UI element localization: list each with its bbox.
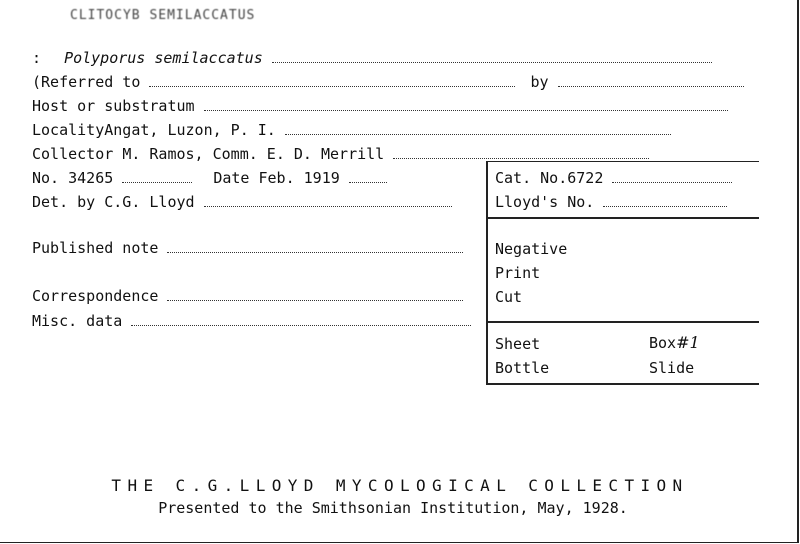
media-negative: Negative: [495, 240, 568, 258]
referred-label: (Referred to: [32, 73, 141, 91]
catalog-box-top-border: [486, 161, 759, 162]
correspondence-dotted-line: [167, 288, 463, 301]
number-date-row: [32, 169, 387, 187]
host-label: Host or substratum: [32, 97, 195, 115]
species-label: :: [32, 49, 42, 67]
host-dotted-line: [204, 98, 728, 111]
date-dotted-line: [349, 170, 387, 183]
media-box-row: [649, 333, 700, 352]
determined-label: Det. by: [32, 193, 96, 211]
media-sheet: Sheet: [495, 335, 541, 353]
species-row: [32, 49, 712, 67]
lloyd-no-label: Lloyd's No.: [495, 193, 595, 211]
lloyd-no-row: [495, 193, 727, 211]
media-cut: Cut: [495, 288, 523, 306]
referred-row: [32, 73, 744, 91]
date-value: Feb. 1919: [258, 169, 340, 187]
determined-row: [32, 193, 452, 211]
date-label: Date: [213, 169, 250, 187]
number-dotted-line: [122, 170, 192, 183]
referred-by-label: by: [530, 73, 549, 91]
correspondence-row: [32, 287, 463, 305]
species-dotted-line: [272, 50, 712, 63]
locality-dotted-line: [285, 122, 671, 135]
cat-no-value: 6722: [567, 169, 604, 187]
misc-label: Misc. data: [32, 312, 123, 330]
media-slide: Slide: [649, 359, 695, 377]
species-value: Polyporus semilaccatus: [64, 49, 263, 67]
referred-dotted-line: [149, 74, 515, 87]
referred-by-dotted-line: [558, 74, 744, 87]
host-row: [32, 97, 728, 115]
correspondence-label: Correspondence: [32, 287, 159, 305]
cat-no-label: Cat. No.: [495, 169, 568, 187]
collection-subtitle: Presented to the Smithsonian Institution, May, 1928.: [158, 499, 628, 517]
number-value: 34265: [68, 169, 114, 187]
published-row: [32, 239, 463, 257]
cat-no-row: [495, 169, 732, 187]
locality-row: [32, 121, 671, 139]
catalog-divider-2: [488, 321, 759, 323]
published-dotted-line: [167, 240, 463, 253]
determined-value: C.G. Lloyd: [104, 193, 195, 211]
misc-dotted-line: [131, 313, 471, 326]
media-box-label: Box: [649, 334, 677, 352]
catalog-box-left-border: [486, 162, 488, 384]
misc-row: [32, 312, 471, 330]
card-stamp-header: CLITOCYB SEMILACCATUS: [70, 8, 256, 23]
number-label: No.: [32, 169, 60, 187]
locality-label: Locality: [32, 121, 105, 139]
cat-no-dotted-line: [612, 170, 732, 183]
catalog-divider-1: [488, 217, 759, 219]
locality-value: Angat, Luzon, P. I.: [104, 121, 276, 139]
determined-dotted-line: [204, 194, 452, 207]
collector-dotted-line: [393, 146, 649, 159]
collector-value: M. Ramos, Comm. E. D. Merrill: [122, 145, 385, 163]
media-print: Print: [495, 264, 541, 282]
media-box-value: #1: [676, 333, 700, 352]
published-label: Published note: [32, 239, 159, 257]
media-bottle: Bottle: [495, 359, 550, 377]
lloyd-no-dotted-line: [603, 194, 727, 207]
catalog-box-bottom-border: [486, 383, 759, 385]
collector-label: Collector: [32, 145, 114, 163]
collection-title: THE C.G.LLOYD MYCOLOGICAL COLLECTION: [111, 476, 689, 495]
